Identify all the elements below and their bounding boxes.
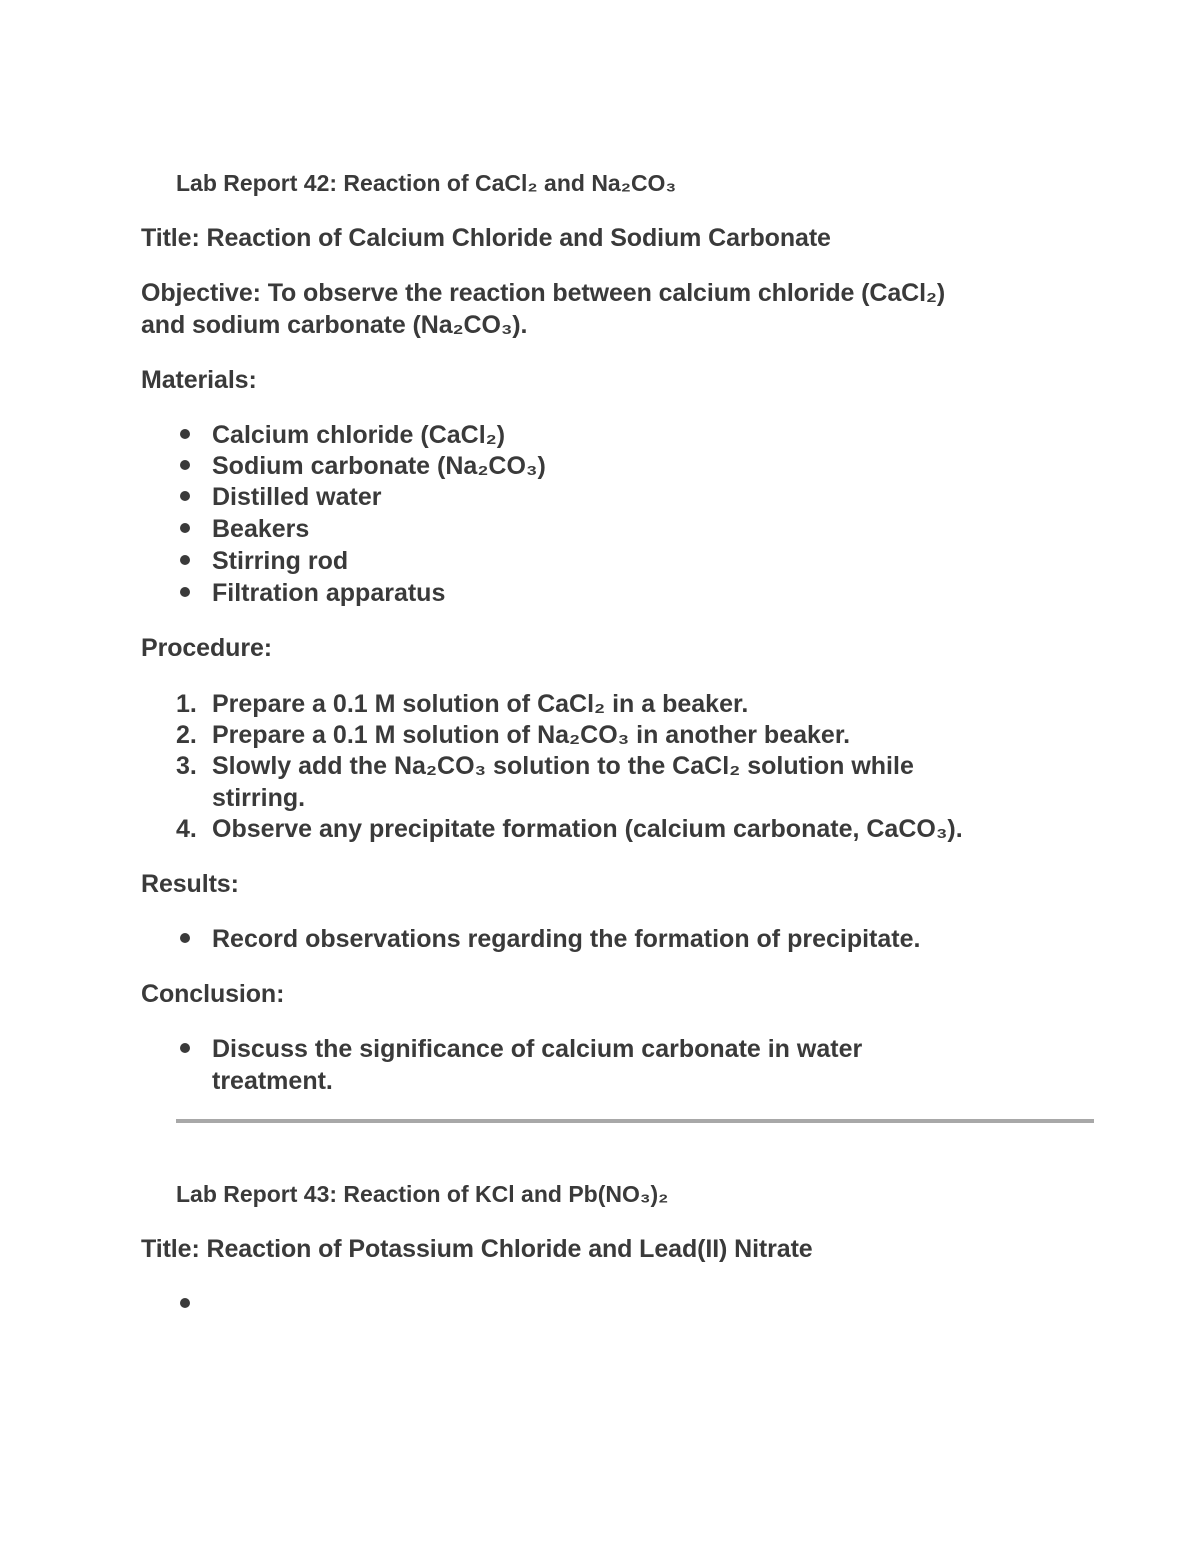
procedure-step: 2. Prepare a 0.1 M solution of Na₂CO₃ in another beaker. [176,721,851,749]
bullet-icon [180,555,190,565]
objective-line-2: and sodium carbonate (Na₂CO₃). [141,311,528,339]
bullet-icon [180,491,190,501]
report-43-title: Title: Reaction of Potassium Chloride and Lead(II) Nitrate [141,1235,813,1263]
procedure-step-continuation: stirring. [212,784,306,812]
conclusion-label: Conclusion: [141,980,285,1008]
bullet-icon [180,1043,190,1053]
bullet-icon [180,429,190,439]
results-label: Results: [141,870,239,898]
empty-list-item [176,1288,212,1320]
materials-item: Stirring rod [176,545,348,577]
horizontal-divider [176,1119,1094,1123]
procedure-step: 1. Prepare a 0.1 M solution of CaCl₂ in a beaker. [176,690,749,718]
bullet-icon [180,460,190,470]
procedure-label: Procedure: [141,634,272,662]
procedure-step: 3. Slowly add the Na₂CO₃ solution to the CaCl₂ solution while [176,752,914,780]
bullet-icon [180,1298,190,1308]
report-42-heading: Lab Report 42: Reaction of CaCl₂ and Na₂CO₃ [176,170,677,196]
materials-item: Filtration apparatus [176,577,445,609]
results-item: Record observations regarding the formation of precipitate. [176,923,920,955]
materials-item: Sodium carbonate (Na₂CO₃) [176,450,546,482]
bullet-icon [180,933,190,943]
bullet-icon [180,587,190,597]
materials-label: Materials: [141,366,257,394]
conclusion-item-continuation: treatment. [212,1067,333,1095]
materials-item: Beakers [176,513,309,545]
procedure-step: 4. Observe any precipitate formation (calcium carbonate, CaCO₃). [176,815,963,843]
bullet-icon [180,523,190,533]
report-42-title: Title: Reaction of Calcium Chloride and Sodium Carbonate [141,224,831,252]
conclusion-item: Discuss the significance of calcium carbonate in water [176,1033,862,1065]
objective-line-1: Objective: To observe the reaction between calcium chloride (CaCl₂) [141,279,946,307]
materials-item: Calcium chloride (CaCl₂) [176,419,505,451]
report-43-heading: Lab Report 43: Reaction of KCl and Pb(NO₃)₂ [176,1181,669,1207]
materials-item: Distilled water [176,481,382,513]
